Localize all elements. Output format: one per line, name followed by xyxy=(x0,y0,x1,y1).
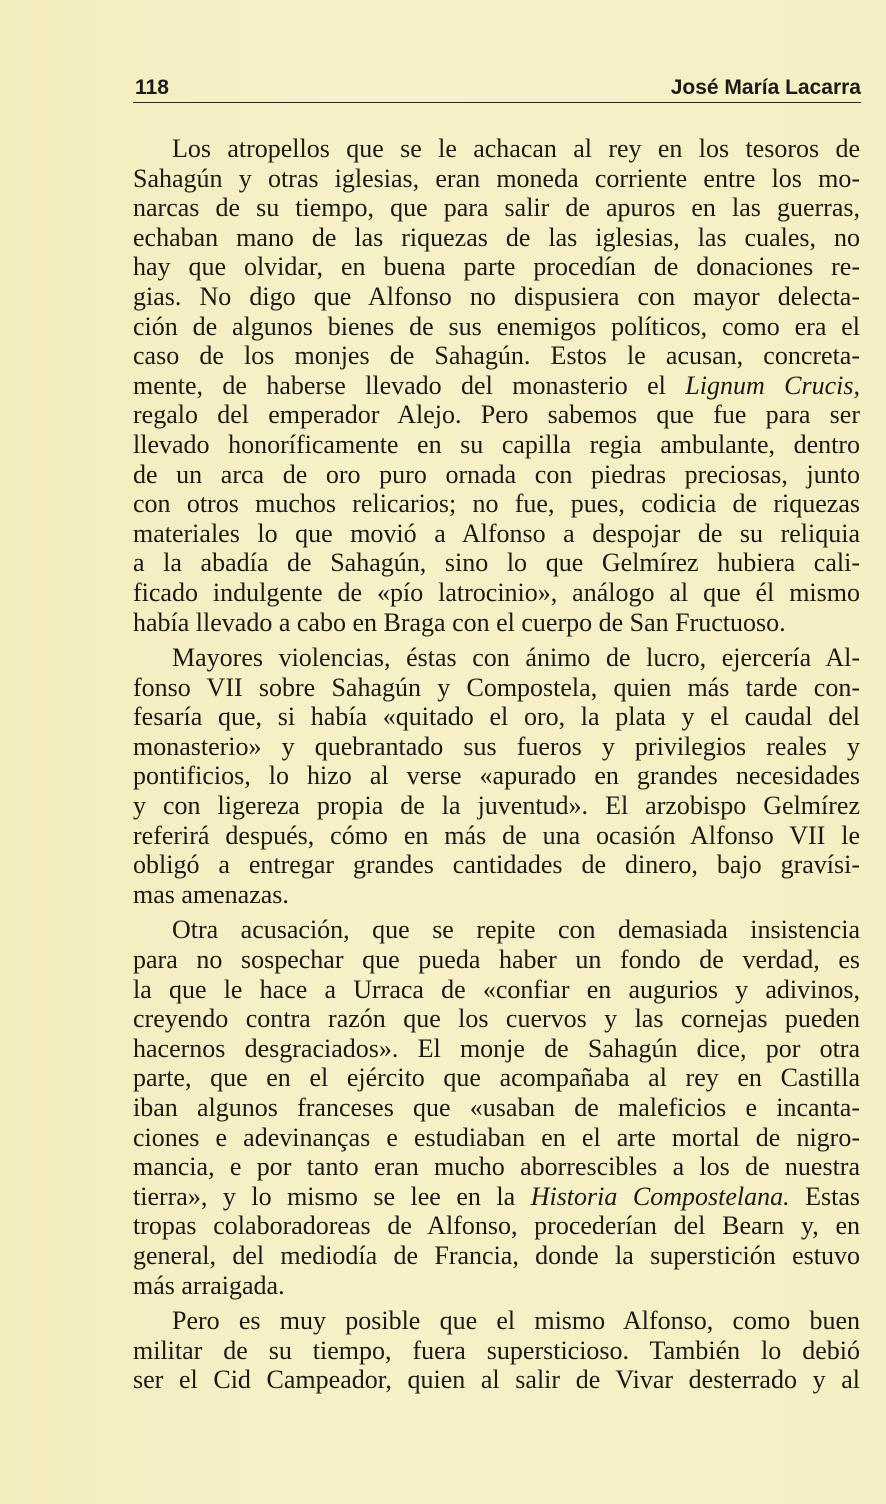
text-line: regalo del emperador Alejo. Pero sabemos que fue para ser xyxy=(133,400,860,430)
text-line: fesaría que, si había «quitado el oro, la plata y el caudal del xyxy=(133,702,860,732)
text-line: mancia, e por tanto eran mucho aborrescibles a los de nuestra xyxy=(133,1152,860,1182)
paragraph xyxy=(133,134,860,637)
text-line: ciones e adevinanças e estudiaban en el arte mortal de nigro- xyxy=(133,1122,860,1152)
paragraph xyxy=(133,643,860,909)
text-line: creyendo contra razón que los cuervos y las cornejas pueden xyxy=(133,1004,860,1034)
paragraph xyxy=(133,1306,860,1395)
text-line: hay que olvidar, en buena parte procedían de donaciones re- xyxy=(133,252,860,282)
text-line: iban algunos franceses que «usaban de maleficios e incanta- xyxy=(133,1093,860,1122)
text-line: gias. No digo que Alfonso no dispusiera con mayor delecta- xyxy=(133,281,860,311)
text-line: militar de su tiempo, fuera supersticioso. También lo debió xyxy=(133,1335,860,1365)
text-line: para no sospechar que pueda haber un fondo de verdad, es xyxy=(133,945,860,975)
text-line: y con ligereza propia de la juventud». El arzobispo Gelmírez xyxy=(133,791,860,821)
text-line: había llevado a cabo en Braga con el cuerpo de San Fructuoso. xyxy=(133,607,786,637)
text-line: echaban mano de las riquezas de las iglesias, las cuales, no xyxy=(133,222,860,252)
text-line: ficado indulgente de «pío latrocinio», análogo al que él mismo xyxy=(133,577,860,607)
text-line: referirá después, cómo en más de una ocasión Alfonso VII le xyxy=(133,820,860,850)
text-line: Otra acusación, que se repite con demasiada insistencia xyxy=(172,915,860,945)
italic-title: Historia Compostelana. xyxy=(530,1181,790,1211)
running-header xyxy=(133,70,861,103)
text-line: monasterio» y quebrantado sus fueros y privilegios reales y xyxy=(133,731,860,761)
text-line: narcas de su tiempo, que para salir de apuros en las guerras, xyxy=(133,193,860,223)
text-line: más arraigada. xyxy=(133,1270,285,1300)
text-line: materiales lo que movió a Alfonso a despojar de su reliquia xyxy=(133,518,860,548)
text-line: Pero es muy posible que el mismo Alfonso, como buen xyxy=(172,1306,860,1336)
page-number: 118 xyxy=(135,76,169,99)
text-line: Los atropellos que se le achacan al rey en los tesoros de xyxy=(172,134,860,163)
text-line: fonso VII sobre Sahagún y Compostela, quien más tarde con- xyxy=(133,672,860,702)
text-line: a la abadía de Sahagún, sino lo que Gelmírez hubiera cali- xyxy=(133,548,860,578)
text-line: general, del mediodía de Francia, donde la superstición estuvo xyxy=(133,1240,860,1270)
running-author: José María Lacarra xyxy=(670,76,861,99)
paragraph xyxy=(133,915,860,1300)
text-line: llevado honoríficamente en su capilla regia ambulante, dentro xyxy=(133,429,860,459)
text-line: caso de los monjes de Sahagún. Estos le acusan, concreta- xyxy=(133,341,860,371)
text-line: la que le hace a Urraca de «confiar en augurios y adivinos, xyxy=(133,974,860,1004)
text-line: mente, de haberse llevado del monasterio el Lignum Crucis, xyxy=(133,370,860,400)
text-line: tropas colaboradoreas de Alfonso, procederían del Bearn y, en xyxy=(133,1211,860,1241)
text-line: parte, que en el ejército que acompañaba al rey en Castilla xyxy=(133,1063,860,1093)
text-line: Mayores violencias, éstas con ánimo de lucro, ejercería Al- xyxy=(172,643,860,673)
text-line: tierra», y lo mismo se lee en la Historia Compostelana. Estas xyxy=(133,1181,860,1211)
text-line: ser el Cid Campeador, quien al salir de Vivar desterrado y al xyxy=(133,1365,860,1395)
text-line: mas amenazas. xyxy=(133,879,289,909)
text-line: pontificios, lo hizo al verse «apurado en grandes necesidades xyxy=(133,761,860,791)
text-line: obligó a entregar grandes cantidades de dinero, bajo gravísi- xyxy=(133,850,860,880)
text-line: de un arca de oro puro ornada con piedras preciosas, junto xyxy=(133,459,860,489)
italic-title: Lignum Crucis, xyxy=(685,370,860,400)
text-line: Sahagún y otras iglesias, eran moneda corriente entre los mo- xyxy=(133,163,860,193)
text-line: con otros muchos relicarios; no fue, pues, codicia de riquezas xyxy=(133,489,860,519)
text-line: ción de algunos bienes de sus enemigos políticos, como era el xyxy=(133,311,860,341)
body-text xyxy=(133,134,860,1395)
text-line: hacernos desgraciados». El monje de Sahagún dice, por otra xyxy=(133,1033,860,1063)
